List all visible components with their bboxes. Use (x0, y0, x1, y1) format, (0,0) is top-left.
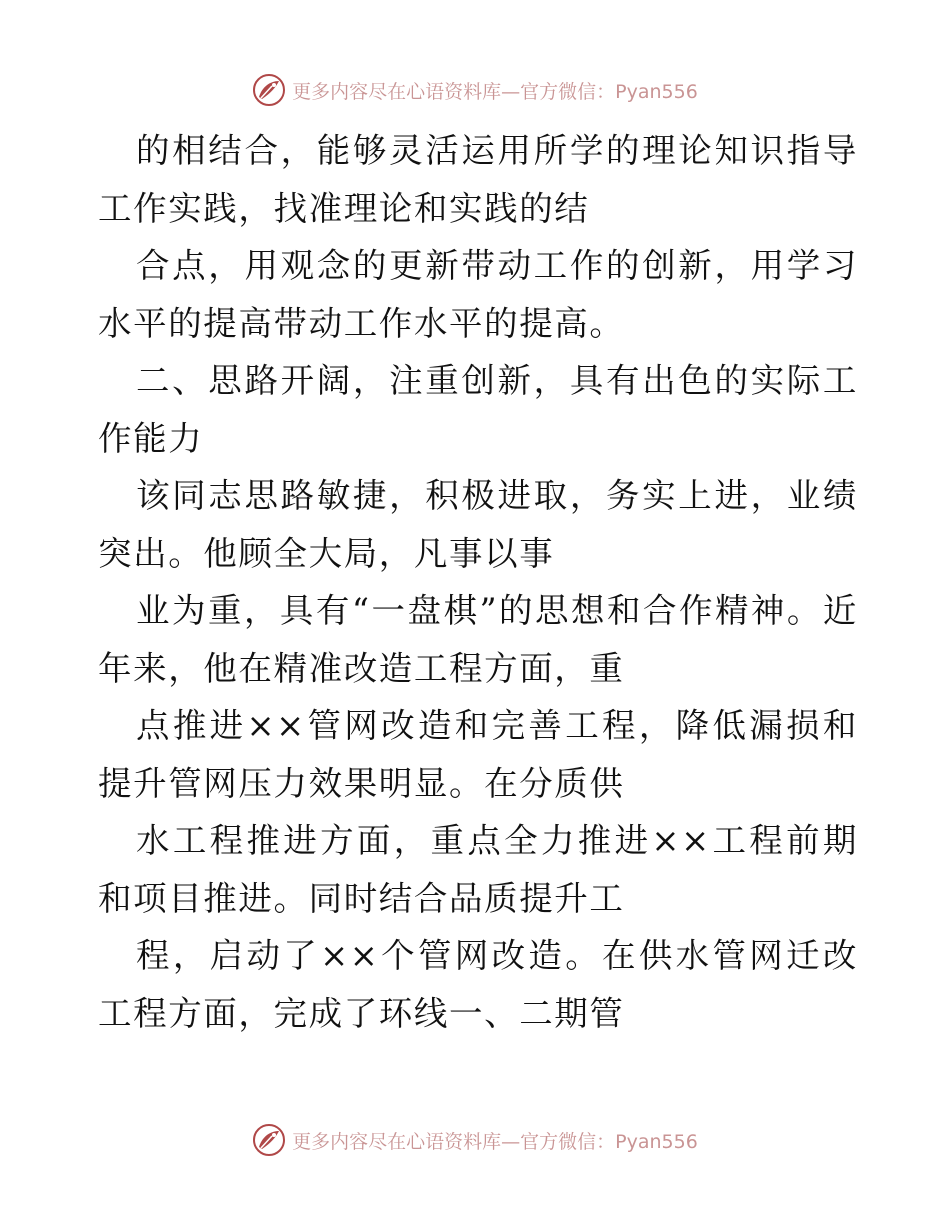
section-heading: 二、思路开阔，注重创新，具有出色的实际工作能力 (98, 361, 858, 458)
document-body (98, 122, 858, 1042)
paragraph-7: 程，启动了××个管网改造。在供水管网迁改工程方面，完成了环线一、二期管 (98, 936, 858, 1033)
watermark-text (292, 1127, 698, 1154)
watermark-label: 更多内容尽在心语资料库—官方微信： (292, 1130, 616, 1153)
watermark-label: 更多内容尽在心语资料库—官方微信： (292, 80, 616, 103)
paragraph-5: 点推进××管网改造和完善工程，降低漏损和提升管网压力效果明显。在分质供 (98, 706, 858, 803)
watermark-text (292, 77, 698, 104)
watermark-wechat-id: Pyan556 (615, 80, 698, 103)
pen-nib-logo-icon (252, 73, 286, 107)
paragraph-4: 业为重，具有“一盘棋”的思想和合作精神。近年来，他在精准改造工程方面，重 (98, 591, 858, 688)
paragraph-3: 该同志思路敏捷，积极进取，务实上进，业绩突出。他顾全大局，凡事以事 (98, 476, 858, 573)
watermark-wechat-id: Pyan556 (615, 1130, 698, 1153)
header-watermark (0, 70, 950, 110)
paragraph-6: 水工程推进方面，重点全力推进××工程前期和项目推进。同时结合品质提升工 (98, 821, 858, 918)
pen-nib-logo-icon (252, 1123, 286, 1157)
paragraph-1: 的相结合，能够灵活运用所学的理论知识指导工作实践，找准理论和实践的结 (98, 131, 858, 228)
paragraph-2: 合点，用观念的更新带动工作的创新，用学习水平的提高带动工作水平的提高。 (98, 246, 858, 343)
footer-watermark (0, 1120, 950, 1160)
